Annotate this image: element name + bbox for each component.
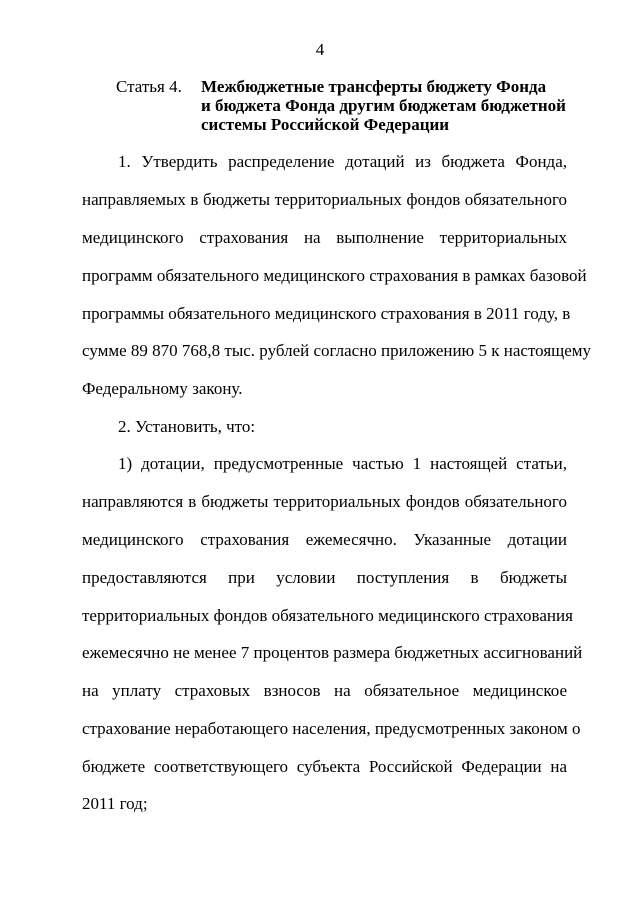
- body-line: медицинского страхования на выполнение территориальных: [82, 228, 567, 247]
- body-line: 2. Установить, что:: [118, 417, 256, 436]
- article-label: Статья 4.: [116, 77, 182, 96]
- body-line: предоставляются при условии поступления в бюджеты: [82, 568, 567, 587]
- body-line: направляемых в бюджеты территориальных фондов обязательного: [82, 190, 567, 209]
- body-line: бюджете соответствующего субъекта Российской Федерации на: [82, 757, 567, 776]
- body-line: медицинского страхования ежемесячно. Указанные дотации: [82, 530, 567, 549]
- body-line: сумме 89 870 768,8 тыс. рублей согласно приложению 5 к настоящему: [82, 341, 592, 360]
- body-line: программы обязательного медицинского страхования в 2011 году, в: [82, 304, 571, 323]
- article-title-line: Межбюджетные трансферты бюджету Фонда: [201, 77, 547, 96]
- body-line: 2011 год;: [82, 794, 148, 813]
- body-line: ежемесячно не менее 7 процентов размера бюджетных ассигнований: [82, 643, 583, 662]
- article-title-line: системы Российской Федерации: [201, 115, 450, 134]
- body-line: территориальных фондов обязательного медицинского страхования: [82, 606, 573, 625]
- body-line: страхование неработающего населения, предусмотренных законом о: [82, 719, 581, 738]
- body-line: Федеральному закону.: [82, 379, 243, 398]
- page-number: 4: [315, 40, 325, 59]
- article-title-line: и бюджета Фонда другим бюджетам бюджетной: [201, 96, 566, 115]
- article-title: [201, 77, 586, 134]
- body-line: на уплату страховых взносов на обязательное медицинское: [82, 681, 567, 700]
- body-line: направляются в бюджеты территориальных фондов обязательного: [82, 492, 567, 511]
- body-line: программ обязательного медицинского страхования в рамках базовой: [82, 266, 587, 285]
- body-line: 1. Утвердить распределение дотаций из бюджета Фонда,: [118, 152, 567, 171]
- body-line: 1) дотации, предусмотренные частью 1 настоящей статьи,: [118, 454, 567, 473]
